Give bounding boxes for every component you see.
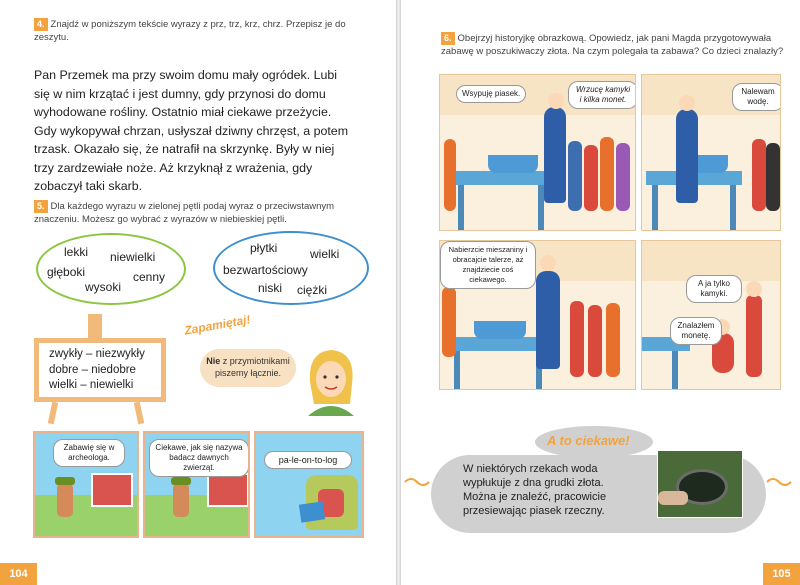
- comic-panel-2: [143, 431, 250, 538]
- blue-loop-word: wielki: [310, 247, 340, 261]
- bubble-panel-1-b: Wrzucę kamyki i kilka monet.: [568, 81, 636, 109]
- girl-portrait: [300, 346, 362, 416]
- comic-panel-3: [254, 431, 364, 538]
- story-panel-2: [641, 74, 781, 231]
- task-5-number: 5.: [34, 200, 48, 213]
- story-panel-4: [641, 240, 781, 390]
- easel-top: [88, 314, 102, 338]
- bubble-panel-1-a: Wsypuję piasek.: [456, 85, 526, 103]
- green-loop-word: cenny: [133, 270, 166, 284]
- page-number-right: 105: [763, 563, 800, 585]
- bubble-panel-4-b: Znalazłem monetę.: [670, 317, 722, 345]
- comic-bubble-2: Ciekawe, jak się nazywa badacz dawnych zwierząt.: [149, 439, 249, 477]
- easel-leg-left: [48, 402, 58, 425]
- bubble-panel-3: Nabierzcie mieszaniny i obracajcie talerze, aż znajdziecie coś ciekawego.: [440, 241, 536, 289]
- story-line: trzy zardzewiałe noże. Aż krzyknął z wrażenia, gdy: [34, 160, 313, 175]
- fact-line: W niektórych rzekach woda: [463, 463, 598, 475]
- task-5-instruction: 5. Dla każdego wyrazu w zielonej pętli podaj wyraz o przeciwstawnym znaczeniu. Możesz go wybrać z wyrazów w niebieskiej pętli.: [34, 201, 335, 225]
- story-line: się w nim krzątać i jest dumny, gdy przynosi do domu: [34, 86, 326, 101]
- story-panel-1: [439, 74, 636, 231]
- green-loop-word: głęboki: [47, 265, 86, 279]
- page-number-left: 104: [0, 563, 37, 585]
- story-text: [34, 66, 379, 196]
- fact-title: A to ciekawe!: [547, 433, 630, 448]
- task-4-number: 4.: [34, 18, 48, 31]
- fact-text: [463, 462, 606, 518]
- right-page: [401, 0, 800, 585]
- task-6-number: 6.: [441, 32, 455, 45]
- blue-loop-word: płytki: [250, 241, 278, 255]
- blue-loop-word: ciężki: [297, 283, 328, 297]
- story-panel-3: [439, 240, 636, 390]
- green-loop-word: wysoki: [85, 280, 122, 294]
- blue-loop-word: niski: [258, 281, 283, 295]
- task-6-instruction: 6. Obejrzyj historyjkę obrazkową. Opowiedz, jak pani Magda przygotowywała zabawę w poszukiwaczy złota. Na czym polegała ta zabawa? Co dzieci znalazły?: [441, 33, 784, 57]
- remember-bold: Nie: [206, 356, 221, 366]
- board-line: wielki – niewielki: [49, 379, 134, 391]
- board-line: zwykły – niezwykły: [49, 348, 145, 360]
- green-loop-word: niewielki: [110, 250, 156, 264]
- ornament-left: [403, 474, 431, 490]
- green-loop-word: lekki: [64, 245, 89, 259]
- gold-panning-photo: [657, 450, 743, 518]
- ornament-right: [765, 474, 795, 490]
- story-line: Gdy wykopywał chrzan, usłyszał dziwny chrzęst, a potem: [34, 123, 349, 138]
- left-page: [0, 0, 396, 585]
- easel-leg-right: [134, 402, 144, 425]
- blue-loop-word: bezwartościowy: [223, 263, 308, 277]
- story-line: trzask. Okazało się, że natrafił na skrzynkę. Były w niej: [34, 142, 335, 156]
- comic-bubble-1: Zabawię się w archeologa.: [53, 439, 125, 467]
- fact-line: wypłukuje z dna grudki złota.: [463, 477, 604, 489]
- remember-label: Zapamiętaj!: [183, 312, 252, 338]
- comic-bubble-3: pa-le-on-to-log: [264, 451, 352, 469]
- fact-line: Można je znaleźć, pracowicie: [463, 491, 607, 503]
- story-line: Pan Przemek ma przy swoim domu mały ogródek. Lubi: [34, 68, 338, 82]
- story-line: wyhodowane rośliny. Ostatnio miał ciekawe przeżycie.: [34, 105, 332, 119]
- word-board: [34, 338, 166, 402]
- bubble-panel-2: Nalewam wodę.: [732, 83, 781, 111]
- bubble-panel-4-a: A ja tylko kamyki.: [686, 275, 742, 303]
- story-line: zobaczył taki skarb.: [34, 179, 143, 193]
- board-line: dobre – niedobre: [49, 363, 136, 376]
- task-4-instruction: 4. Znajdź w poniższym tekście wyrazy z prz, trz, krz, chrz. Przepisz je do zeszytu.: [34, 19, 346, 43]
- fact-line: przesiewając piasek rzeczny.: [463, 505, 605, 517]
- comic-panel-1: [33, 431, 139, 538]
- remember-bubble: Nie z przymiotnikami piszemy łącznie.: [200, 349, 296, 387]
